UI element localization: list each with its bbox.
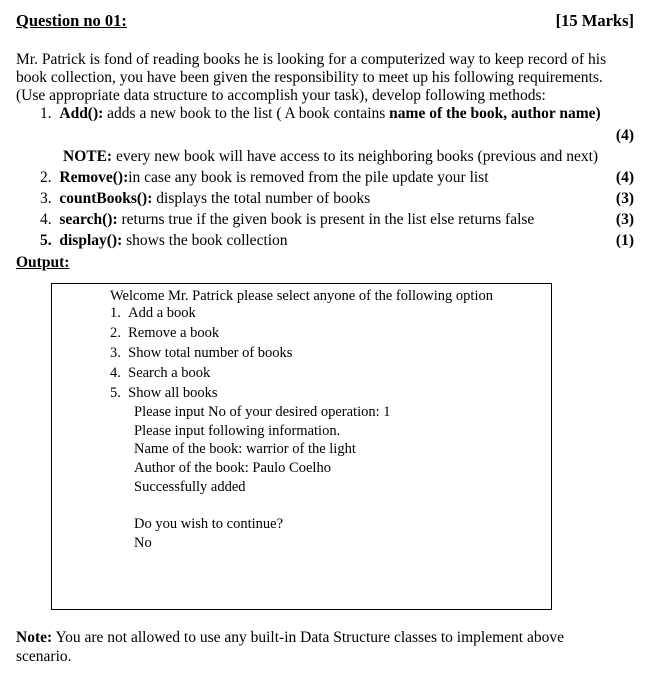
method-number: 1. <box>40 105 52 122</box>
method-name: search(): <box>59 211 118 228</box>
question-title: Question no 01: <box>16 11 127 30</box>
method-name: Remove(): <box>59 169 129 186</box>
console-continue-prompt: Do you wish to continue? <box>134 516 284 532</box>
intro-line-3: (Use appropriate data structure to accomplish your task), develop following methods: <box>16 87 546 104</box>
method-desc-bold: name of the book, author name) <box>389 105 601 122</box>
method-number: 4. <box>40 211 52 228</box>
method-number: 5. <box>40 232 52 249</box>
console-line: Successfully added <box>134 479 246 495</box>
method-desc: adds a new book to the list ( A book contains <box>103 105 390 122</box>
method-name: countBooks(): <box>59 190 153 207</box>
method-display-mark: (1) <box>615 232 634 249</box>
console-line: Please input following information. <box>134 423 341 439</box>
inline-note-label: NOTE: <box>63 148 113 165</box>
method-desc: returns true if the given book is present in the list else returns false <box>117 211 535 228</box>
inline-note-text: every new book will have access to its neighboring books (previous and next) <box>112 148 599 165</box>
footer-note-line-2: scenario. <box>16 648 72 665</box>
console-line: Please input No of your desired operation: 1 <box>134 404 391 420</box>
method-search-mark: (3) <box>615 211 634 228</box>
footer-note-label: Note: <box>16 629 53 646</box>
method-desc: shows the book collection <box>122 232 288 249</box>
method-name: Add(): <box>59 105 104 122</box>
method-add-mark: (4) <box>615 127 634 144</box>
console-option: 2. Remove a book <box>110 325 220 341</box>
method-countbooks-mark: (3) <box>615 190 634 207</box>
console-continue-answer: No <box>134 535 152 551</box>
intro-line-1: Mr. Patrick is fond of reading books he is looking for a computerized way to keep record of his <box>16 51 607 68</box>
inline-note <box>63 148 598 166</box>
method-number: 3. <box>40 190 52 207</box>
question-marks: [15 Marks] <box>555 11 634 30</box>
method-remove-mark: (4) <box>615 169 634 186</box>
footer-note <box>16 629 564 647</box>
method-countbooks <box>40 190 370 208</box>
method-remove <box>40 169 489 187</box>
method-search <box>40 211 534 229</box>
method-desc: in case any book is removed from the pile update your list <box>128 169 489 186</box>
method-number: 2. <box>40 169 52 186</box>
console-welcome: Welcome Mr. Patrick please select anyone of the following option <box>110 288 493 304</box>
console-line: Author of the book: Paulo Coelho <box>134 460 331 476</box>
console-option: 3. Show total number of books <box>110 345 293 361</box>
footer-note-text: You are not allowed to use any built-in Data Structure classes to implement above <box>52 629 564 646</box>
method-name: display(): <box>59 232 123 249</box>
console-option: 1. Add a book <box>110 305 196 321</box>
method-display <box>40 232 288 250</box>
intro-line-2: book collection, you have been given the responsibility to meet up his following requirements. <box>16 69 603 86</box>
method-desc: displays the total number of books <box>152 190 371 207</box>
console-option: 4. Search a book <box>110 365 211 381</box>
console-line: Name of the book: warrior of the light <box>134 441 356 457</box>
output-label: Output: <box>16 254 70 271</box>
method-add <box>40 105 601 123</box>
console-option: 5. Show all books <box>110 385 218 401</box>
